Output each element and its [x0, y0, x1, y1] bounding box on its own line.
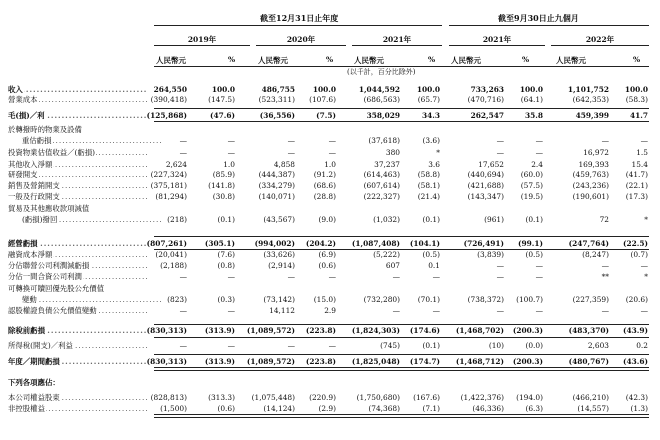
- amount-cell: (20,041): [155, 250, 187, 259]
- year-header-2019: 2019年: [187, 35, 217, 44]
- row-label-text: 本公司權益股東: [8, 393, 60, 402]
- percent-cell: (58.3): [625, 95, 648, 104]
- row-label-text: 其他收入淨額: [8, 160, 53, 169]
- row-label-text: 下列各項應佔：: [8, 378, 60, 387]
- amount-cell: (1,089,572): [246, 357, 295, 366]
- amount-cell: (830,313): [146, 326, 187, 335]
- year-rule: [449, 45, 545, 46]
- percent-cell: —: [640, 306, 648, 315]
- table-row: [0, 295, 660, 305]
- row-label-text: 年度／期間虧損: [8, 357, 60, 366]
- percent-cell: 35.8: [524, 111, 543, 120]
- row-label: [8, 378, 148, 388]
- amount-cell: 169,393: [578, 160, 609, 169]
- percent-header: %: [522, 55, 530, 64]
- percent-cell: (141.8): [208, 181, 235, 190]
- amount-cell: (227,324): [150, 170, 187, 179]
- percent-cell: —: [227, 272, 235, 281]
- header-rule-nine-months: [449, 25, 649, 26]
- percent-cell: *: [644, 215, 648, 224]
- subtotal-rule: [154, 249, 649, 250]
- currency-header: 人民幣元: [354, 56, 384, 65]
- row-label-text: 分佔一間合資公司利潤: [8, 272, 82, 281]
- percent-cell: —: [227, 306, 235, 315]
- percent-cell: (3.6): [422, 136, 440, 145]
- amount-cell: (73,142): [263, 295, 295, 304]
- amount-cell: —: [179, 341, 187, 350]
- row-label: [8, 284, 148, 294]
- amount-cell: (444,387): [258, 170, 295, 179]
- total-double-rule: [154, 414, 649, 418]
- amount-cell: (738,372): [467, 295, 504, 304]
- percent-cell: (0.1): [217, 215, 235, 224]
- amount-cell: —: [179, 148, 187, 157]
- table-row: [0, 181, 660, 191]
- row-label-text: 經營虧損: [8, 239, 38, 248]
- percent-cell: 100.0: [211, 85, 235, 94]
- percent-cell: (19.5): [520, 192, 543, 201]
- row-label-text: 營業成本: [8, 95, 38, 104]
- percent-cell: (68.6): [313, 181, 336, 190]
- header-rule-full-year: [154, 25, 442, 26]
- row-label-text: 認股權證負債公允價值變動: [8, 306, 97, 315]
- year-rule: [154, 45, 250, 46]
- amount-cell: —: [496, 272, 504, 281]
- amount-cell: —: [287, 341, 295, 350]
- percent-cell: —: [535, 136, 543, 145]
- table-row: [0, 404, 660, 414]
- percent-header: %: [428, 55, 436, 64]
- subtotal-rule: [154, 108, 649, 109]
- amount-cell: (745): [380, 341, 400, 350]
- row-label-text: 變動: [22, 295, 37, 304]
- percent-cell: (42.3): [625, 393, 648, 402]
- amount-cell: (480,767): [568, 357, 609, 366]
- table-row: [0, 393, 660, 403]
- table-row: [0, 306, 660, 316]
- row-label-text: 收入: [8, 85, 23, 94]
- amount-cell: —: [496, 306, 504, 315]
- table-row: [0, 261, 660, 271]
- amount-cell: 1,044,592: [358, 85, 400, 94]
- percent-cell: 1.5: [636, 148, 648, 157]
- amount-cell: 358,029: [366, 111, 400, 120]
- table-row: [0, 170, 660, 180]
- percent-cell: (22.1): [625, 181, 648, 190]
- percent-cell: (0.7): [630, 250, 648, 259]
- amount-cell: **: [601, 272, 609, 281]
- table-row: [0, 160, 660, 170]
- percent-cell: (20.6): [625, 295, 648, 304]
- amount-cell: —: [179, 136, 187, 145]
- table-row: [0, 250, 660, 260]
- row-label-text: 銷售及營銷開支: [8, 181, 60, 190]
- amount-cell: (1,825,048): [351, 357, 400, 366]
- amount-cell: (1,075,448): [251, 393, 295, 402]
- amount-cell: (2,914): [268, 261, 295, 270]
- row-label-text: 非控股權益: [8, 404, 45, 413]
- row-label: [8, 204, 148, 214]
- percent-cell: —: [328, 272, 336, 281]
- percent-cell: —: [640, 261, 648, 270]
- percent-header: %: [326, 55, 334, 64]
- amount-cell: (140,071): [258, 192, 295, 201]
- percent-cell: (107.6): [309, 95, 336, 104]
- percent-cell: (0.3): [217, 295, 235, 304]
- percent-cell: (174.6): [409, 326, 440, 335]
- percent-cell: 15.4: [631, 160, 648, 169]
- amount-cell: (46,336): [472, 404, 504, 413]
- year-header-2020: 2020年: [286, 35, 316, 44]
- amount-cell: (1,089,572): [246, 326, 295, 335]
- amount-cell: (828,813): [150, 393, 187, 402]
- amount-cell: (81,294): [155, 192, 187, 201]
- percent-cell: 1.0: [324, 160, 336, 169]
- percent-header: %: [228, 55, 236, 64]
- percent-cell: *: [436, 148, 440, 157]
- percent-cell: (9.0): [318, 215, 336, 224]
- percent-cell: 100.0: [519, 85, 543, 94]
- amount-cell: (33,626): [263, 250, 295, 259]
- amount-cell: —: [287, 272, 295, 281]
- amount-cell: (8,247): [582, 250, 609, 259]
- amount-cell: (1,500): [160, 404, 187, 413]
- year-header-2021-nine-months: 2021年: [482, 35, 512, 44]
- percent-cell: (200.3): [512, 357, 543, 366]
- percent-cell: 100.0: [416, 85, 440, 94]
- amount-cell: (190,601): [572, 192, 609, 201]
- percent-cell: (28.8): [313, 192, 336, 201]
- amount-cell: (10): [488, 341, 504, 350]
- percent-cell: 0.1: [428, 261, 440, 270]
- amount-cell: (614,463): [363, 170, 400, 179]
- percent-cell: (0.8): [217, 261, 235, 270]
- amount-cell: —: [287, 136, 295, 145]
- table-row: [0, 272, 660, 282]
- currency-header: 人民幣元: [156, 56, 186, 65]
- amount-cell: (2,188): [160, 261, 187, 270]
- percent-cell: (167.6): [413, 393, 440, 402]
- percent-cell: (147.5): [208, 95, 235, 104]
- currency-header: 人民幣元: [258, 56, 288, 65]
- amount-cell: 262,547: [470, 111, 504, 120]
- percent-cell: (200.3): [512, 326, 543, 335]
- amount-cell: (36,556): [259, 111, 295, 120]
- percent-cell: —: [535, 306, 543, 315]
- percent-cell: (7.6): [217, 250, 235, 259]
- amount-cell: (1,468,702): [455, 326, 504, 335]
- percent-cell: (43.6): [623, 357, 648, 366]
- year-header-2022-nine-months: 2022年: [585, 35, 615, 44]
- amount-cell: (1,750,680): [356, 393, 400, 402]
- amount-cell: (1,032): [373, 215, 400, 224]
- amount-cell: 16,972: [583, 148, 609, 157]
- percent-cell: (22.5): [623, 239, 648, 248]
- percent-cell: —: [432, 306, 440, 315]
- percent-cell: *: [644, 272, 648, 281]
- percent-cell: (223.8): [305, 357, 336, 366]
- amount-cell: —: [287, 148, 295, 157]
- percent-cell: (58.1): [417, 181, 440, 190]
- percent-cell: (57.5): [520, 181, 543, 190]
- amount-cell: 264,550: [153, 85, 187, 94]
- amount-cell: (421,688): [467, 181, 504, 190]
- percent-cell: (6.3): [525, 404, 543, 413]
- percent-cell: (194.0): [516, 393, 543, 402]
- subtotal-rule: [154, 236, 649, 237]
- percent-cell: (2.9): [318, 404, 336, 413]
- amount-cell: (222,327): [363, 192, 400, 201]
- percent-cell: (313.9): [204, 326, 235, 335]
- amount-cell: (459,763): [572, 170, 609, 179]
- percent-cell: —: [432, 272, 440, 281]
- percent-cell: (0.5): [422, 250, 440, 259]
- percent-cell: 2.9: [324, 306, 336, 315]
- percent-cell: (313.9): [204, 357, 235, 366]
- amount-cell: (334,279): [258, 181, 295, 190]
- percent-cell: (305.1): [204, 239, 235, 248]
- row-label: [8, 125, 148, 135]
- amount-cell: (726,491): [463, 239, 504, 248]
- amount-cell: (483,370): [568, 326, 609, 335]
- table-row: [0, 357, 660, 367]
- amount-cell: (807,261): [146, 239, 187, 248]
- amount-cell: (607,614): [363, 181, 400, 190]
- amount-cell: —: [601, 261, 609, 270]
- amount-cell: —: [179, 272, 187, 281]
- table-row: [0, 192, 660, 202]
- amount-cell: (1,468,712): [455, 357, 504, 366]
- amount-cell: 733,263: [470, 85, 504, 94]
- percent-cell: (0.1): [422, 215, 440, 224]
- amount-cell: (830,313): [146, 357, 187, 366]
- percent-cell: 34.3: [421, 111, 440, 120]
- percent-cell: (7.1): [422, 404, 440, 413]
- percent-cell: (104.1): [409, 239, 440, 248]
- amount-cell: —: [392, 272, 400, 281]
- amount-cell: —: [601, 306, 609, 315]
- percent-cell: 41.7: [629, 111, 648, 120]
- amount-cell: (227,359): [572, 295, 609, 304]
- row-label-text: 分佔聯營公司利潤減虧損: [8, 261, 90, 270]
- percent-cell: —: [227, 148, 235, 157]
- percent-cell: (65.7): [417, 95, 440, 104]
- table-row: [0, 136, 660, 146]
- amount-cell: —: [496, 148, 504, 157]
- table-row: [0, 111, 660, 121]
- table-row: [0, 148, 660, 158]
- amount-cell: (732,280): [363, 295, 400, 304]
- year-rule: [352, 45, 442, 46]
- amount-cell: 14,112: [269, 306, 295, 315]
- amount-cell: —: [392, 306, 400, 315]
- percent-cell: (64.1): [520, 95, 543, 104]
- percent-cell: —: [328, 136, 336, 145]
- row-label-text: 重估虧損: [22, 136, 52, 145]
- subtotal-rule: [154, 337, 649, 338]
- amount-cell: 1,101,752: [567, 85, 609, 94]
- percent-cell: (313.3): [208, 393, 235, 402]
- amount-cell: 2,624: [165, 160, 187, 169]
- amount-cell: (440,694): [467, 170, 504, 179]
- amount-cell: (1,087,408): [351, 239, 400, 248]
- percent-cell: (70.1): [417, 295, 440, 304]
- percent-cell: (91.2): [313, 170, 336, 179]
- row-label-text: 毛(損)／利: [8, 111, 45, 120]
- total-double-rule: [154, 367, 649, 371]
- percent-cell: (6.9): [318, 250, 336, 259]
- amount-cell: (37,618): [368, 136, 400, 145]
- amount-cell: (686,563): [363, 95, 400, 104]
- table-row: [0, 215, 660, 225]
- percent-cell: (0.5): [525, 250, 543, 259]
- percent-cell: (41.7): [625, 170, 648, 179]
- row-label-text: 所得稅(開支)／利益: [8, 341, 73, 350]
- year-rule: [256, 45, 346, 46]
- amount-cell: (74,368): [368, 404, 400, 413]
- percent-cell: (15.0): [313, 295, 336, 304]
- amount-cell: 17,652: [478, 160, 504, 169]
- amount-cell: (143,347): [467, 192, 504, 201]
- amount-cell: —: [496, 261, 504, 270]
- percent-cell: —: [535, 148, 543, 157]
- unit-note: (以千計，百分比除外): [347, 68, 416, 76]
- amount-cell: (470,716): [467, 95, 504, 104]
- amount-cell: 486,755: [261, 85, 295, 94]
- percent-cell: (0.0): [525, 341, 543, 350]
- amount-cell: (125,868): [146, 111, 187, 120]
- table-row: [0, 284, 660, 294]
- subtotal-rule: [154, 121, 649, 122]
- row-label-text: 融資成本淨額: [8, 250, 53, 259]
- amount-cell: (1,422,376): [460, 393, 504, 402]
- year-rule: [551, 45, 649, 46]
- period-nine-months-header: 截至9月30日止九個月: [498, 13, 579, 23]
- percent-cell: (0.1): [422, 341, 440, 350]
- percent-cell: —: [640, 136, 648, 145]
- table-row: [0, 378, 660, 388]
- amount-cell: (43,567): [263, 215, 295, 224]
- table-row: [0, 239, 660, 249]
- row-label-text: (虧損)撥回: [22, 215, 58, 224]
- amount-cell: (466,210): [572, 393, 609, 402]
- amount-cell: (961): [484, 215, 504, 224]
- subtotal-rule: [154, 324, 649, 325]
- amount-cell: (14,124): [263, 404, 295, 413]
- amount-cell: (5,222): [373, 250, 400, 259]
- amount-cell: (14,557): [577, 404, 609, 413]
- table-row: [0, 341, 660, 351]
- table-row: [0, 125, 660, 135]
- amount-cell: 37,237: [374, 160, 400, 169]
- percent-cell: 3.6: [428, 160, 440, 169]
- amount-cell: (994,002): [254, 239, 295, 248]
- row-label-text: 投資物業估值收益／(虧損): [8, 148, 96, 157]
- percent-cell: (1.3): [630, 404, 648, 413]
- row-label-text: 於轉撥時的物業及設備: [8, 125, 82, 134]
- percent-cell: (60.0): [520, 170, 543, 179]
- percent-cell: (47.6): [210, 111, 235, 120]
- percent-cell: (223.8): [305, 326, 336, 335]
- amount-cell: (218): [167, 215, 187, 224]
- amount-cell: (523,311): [258, 95, 295, 104]
- amount-cell: 607: [385, 261, 400, 270]
- percent-cell: (204.2): [305, 239, 336, 248]
- row-label-text: 研發開支: [8, 170, 38, 179]
- amount-cell: (247,764): [568, 239, 609, 248]
- percent-cell: —: [535, 272, 543, 281]
- amount-cell: 72: [599, 215, 609, 224]
- currency-header: 人民幣元: [451, 56, 481, 65]
- row-label-text: 一般及行政開支: [8, 192, 60, 201]
- percent-header: %: [633, 55, 641, 64]
- table-row: [0, 326, 660, 336]
- percent-cell: —: [535, 261, 543, 270]
- percent-cell: 100.0: [624, 85, 648, 94]
- amount-cell: —: [601, 136, 609, 145]
- amount-cell: 2,603: [587, 341, 609, 350]
- amount-cell: (375,181): [150, 181, 187, 190]
- percent-cell: (100.7): [516, 295, 543, 304]
- percent-cell: (85.9): [212, 170, 235, 179]
- row-label-text: 貿易及其他應收款項減值: [8, 204, 90, 213]
- amount-cell: 459,399: [575, 111, 609, 120]
- subtotal-rule: [154, 354, 649, 355]
- percent-cell: (30.8): [212, 192, 235, 201]
- percent-cell: 0.2: [636, 341, 648, 350]
- amount-cell: 380: [385, 148, 400, 157]
- table-row: [0, 85, 660, 95]
- percent-cell: (58.8): [417, 170, 440, 179]
- percent-cell: (220.9): [309, 393, 336, 402]
- row-label-text: 除稅前虧損: [8, 326, 45, 335]
- amount-cell: (390,418): [150, 95, 187, 104]
- percent-cell: (0.1): [525, 215, 543, 224]
- amount-cell: 4,858: [273, 160, 295, 169]
- percent-cell: (0.6): [318, 261, 336, 270]
- amount-cell: (243,236): [572, 181, 609, 190]
- percent-cell: (43.9): [623, 326, 648, 335]
- amount-cell: (823): [167, 295, 187, 304]
- percent-cell: —: [328, 148, 336, 157]
- percent-cell: (17.3): [625, 192, 648, 201]
- amount-cell: —: [179, 306, 187, 315]
- table-row: [0, 95, 660, 105]
- percent-cell: 100.0: [312, 85, 336, 94]
- percent-cell: (174.7): [409, 357, 440, 366]
- table-row: [0, 204, 660, 214]
- percent-cell: 2.4: [531, 160, 543, 169]
- amount-cell: (3,839): [477, 250, 504, 259]
- percent-cell: 1.0: [223, 160, 235, 169]
- row-label-text: 可轉換可贖回優先股公允價值: [8, 284, 105, 293]
- percent-cell: —: [227, 341, 235, 350]
- percent-cell: (0.6): [217, 404, 235, 413]
- percent-cell: (7.5): [316, 111, 336, 120]
- currency-header: 人民幣元: [556, 56, 586, 65]
- year-header-2021: 2021年: [382, 35, 412, 44]
- amount-cell: —: [496, 136, 504, 145]
- period-full-year-header: 截至12月31日止年度: [260, 13, 339, 23]
- percent-cell: (21.4): [417, 192, 440, 201]
- amount-cell: (642,353): [572, 95, 609, 104]
- percent-cell: —: [328, 341, 336, 350]
- percent-cell: —: [227, 136, 235, 145]
- percent-cell: (99.1): [518, 239, 543, 248]
- amount-cell: (1,824,303): [351, 326, 400, 335]
